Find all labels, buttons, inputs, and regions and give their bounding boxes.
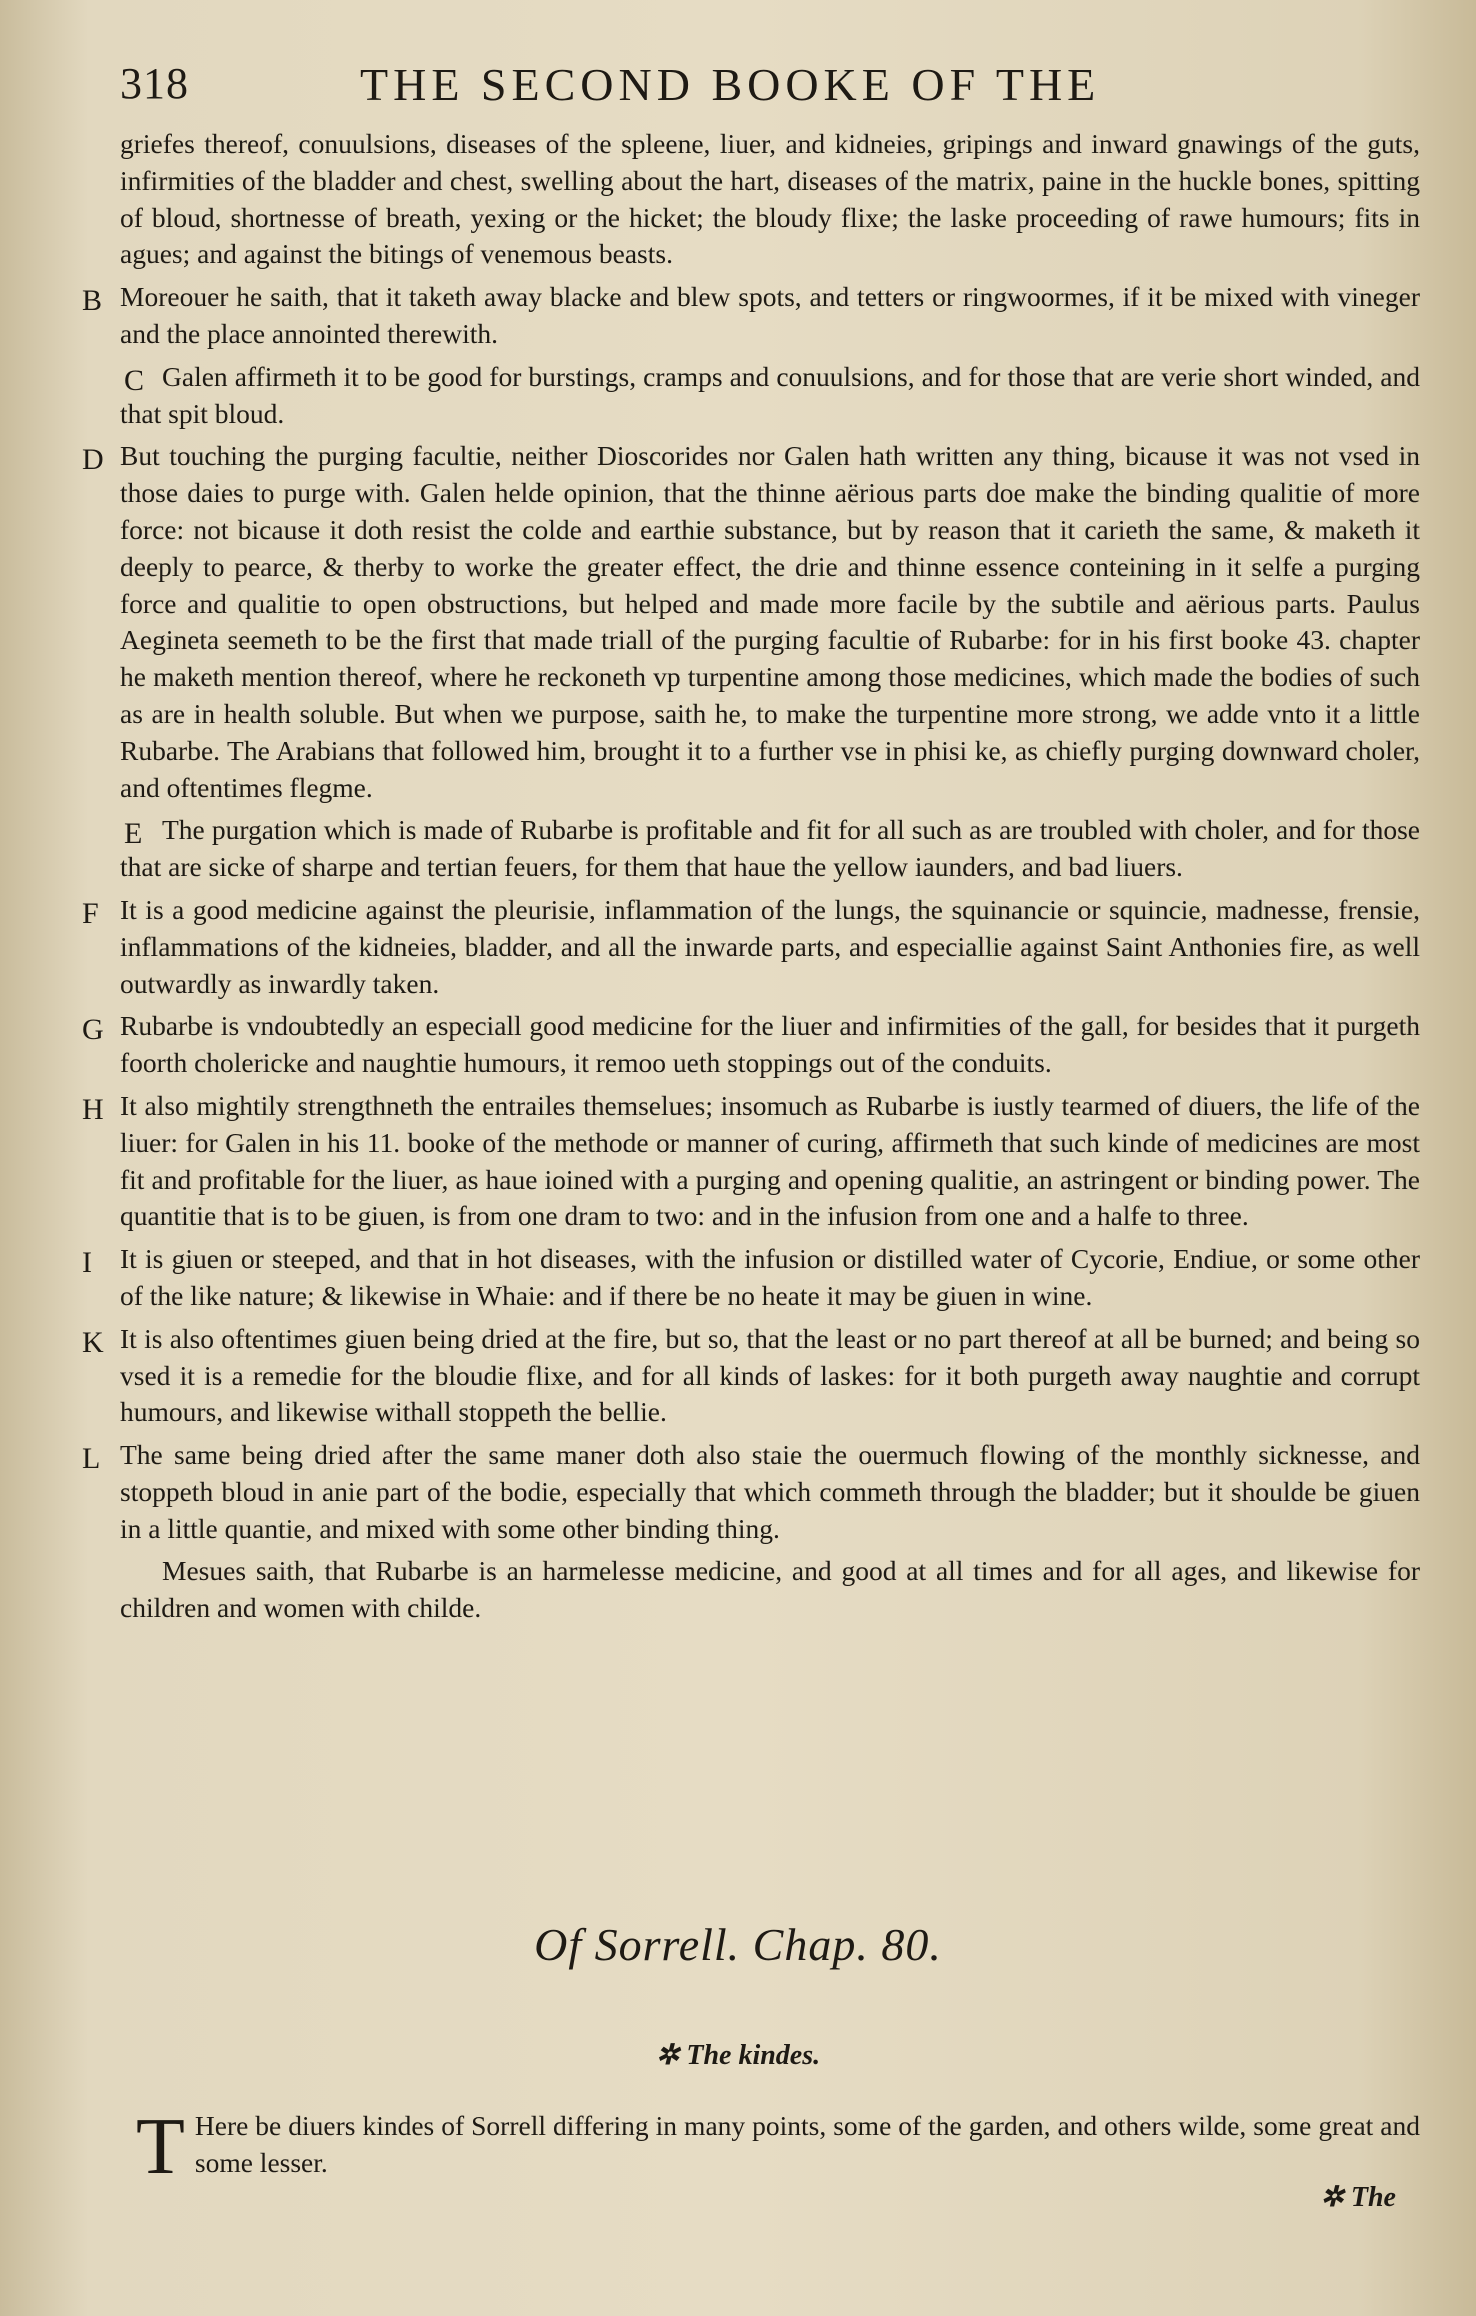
paragraph-text: Moreouer he saith, that it taketh away blacke and blew spots, and tetters or ringwoormes, if it be mixed with vineger and the place annointed therewith. xyxy=(120,281,1420,349)
paragraph-text: It is a good medicine against the pleurisie, inflammation of the lungs, the squinancie or squincie, madnesse, frensie, inflammations of the kidneies, bladder, and all the inwarde parts, and especiallie against Saint Anthonies fire, as well outwardly as inwardly taken. xyxy=(120,893,1420,999)
catchword: ✲ The xyxy=(1320,2182,1396,2213)
paragraph-g xyxy=(82,1008,1420,1082)
paragraph-text: But touching the purging facultie, neither Dioscorides nor Galen hath written any thing, bicause it was not vsed in those daies to purge with. Galen helde opinion, that the thinne aërious parts doe make the binding qualitie of more force: not bicause it doth resist the colde and earthie substance, but by reason that it carieth the same, & maketh it deeply to pearce, & therby to worke the greater effect, the drie and thinne essence conteining in it selfe a purging force and qualitie to open obstructions, but helped and made more facile by the subtile and aërious parts. Paulus Aegineta seemeth to be the first that made triall of the purging facultie of Rubarbe: for in his first booke 43. chapter he maketh mention thereof, where he reckoneth vp turpentine among those medicines, which made the bodies of such as are in health soluble. But when we purpose, saith he, to make the turpentine more strong, we adde vnto it a little Rubarbe. The Arabians that followed him, brought it to a further vse in phisi ke, as chiefly purging downward choler, and oftentimes flegme. xyxy=(120,440,1420,803)
body-text xyxy=(82,126,1420,1633)
paragraph-text: Here be diuers kindes of Sorrell differing in many points, some of the garden, and others wilde, some great and some lesser. xyxy=(194,2110,1420,2178)
margin-letter: G xyxy=(82,1013,104,1047)
margin-letter: K xyxy=(82,1325,104,1359)
paragraph-text: Mesues saith, that Rubarbe is an harmelesse medicine, and good at all times and for all ages, and likewise for children and women with childe. xyxy=(120,1555,1420,1624)
margin-letter: H xyxy=(82,1092,104,1126)
paragraph-l xyxy=(82,1437,1420,1547)
paragraph-text: It is giuen or steeped, and that in hot diseases, with the infusion or distilled water of Cycorie, Endiue, or some other of the like nature; & likewise in Whaie: and if there be no heate it may be giuen in wine. xyxy=(120,1243,1420,1311)
drop-cap: T xyxy=(136,2103,185,2191)
paragraph-text: The purgation which is made of Rubarbe is profitable and fit for all such as are troubled with choler, and for those that are sicke of sharpe and tertian feuers, for them that haue the yellow iaunders, and bad liuers. xyxy=(120,814,1420,883)
margin-letter: L xyxy=(82,1442,101,1476)
chapter-heading: Of Sorrell. Chap. 80. xyxy=(534,1919,942,1970)
paragraph-b xyxy=(82,279,1420,353)
paragraph-k xyxy=(82,1321,1420,1431)
paragraph-h xyxy=(82,1088,1420,1235)
paragraph-f xyxy=(82,892,1420,1002)
margin-letter: E xyxy=(124,817,143,851)
paragraph xyxy=(120,126,1420,273)
margin-letter: C xyxy=(124,363,145,397)
paragraph-c xyxy=(120,359,1420,433)
running-title: THE SECOND BOOKE OF THE xyxy=(360,59,1101,110)
page-number: 318 xyxy=(120,59,189,108)
paragraph-e xyxy=(120,812,1420,886)
paragraph-d xyxy=(82,438,1420,806)
paragraph-mesues xyxy=(120,1553,1420,1627)
section-heading: ✲ The kindes. xyxy=(655,2040,821,2071)
margin-letter: D xyxy=(82,443,104,477)
sorrell-paragraph xyxy=(136,2103,1420,2191)
margin-letter: B xyxy=(82,284,103,318)
running-head xyxy=(120,58,1430,128)
paragraph-text: It is also oftentimes giuen being dried at the fire, but so, that the least or no part thereof at all be burned; and being so vsed it is a remedie for the bloudie flixe, and for all kinds of laskes: for it both purgeth away naughtie and corrupt humours, and likewise withall stoppeth the bellie. xyxy=(120,1322,1420,1428)
paragraph-text: It also mightily strengthneth the entrailes themselues; insomuch as Rubarbe is iustly tearmed of diuers, the life of the liuer: for Galen in his 11. booke of the methode or manner of curing, affirmeth that such kinde of medicines are most fit and profitable for the liuer, as haue ioined with a purging and opening qualitie, an astringent or binding power. The quantitie that is to be giuen, is from one dram to two: and in the infusion from one and a halfe to three. xyxy=(120,1089,1420,1232)
paragraph-text: The same being dried after the same maner doth also staie the ouermuch flowing of the monthly sicknesse, and stoppeth bloud in anie part of the bodie, especially that which commeth through the bladder; but it shoulde be giuen in a little quantie, and mixed with some other binding thing. xyxy=(120,1439,1420,1544)
paragraph-text: Rubarbe is vndoubtedly an especiall good medicine for the liuer and infirmities of the gall, for besides that it purgeth foorth cholericke and naughtie humours, it remoo ueth stoppings out of the conduits. xyxy=(120,1010,1420,1079)
margin-letter: I xyxy=(82,1246,92,1280)
margin-letter: F xyxy=(82,896,99,930)
paragraph-text: griefes thereof, conuulsions, diseases of the spleene, liuer, and kidneies, gripings and inward gnawings of the guts, infirmities of the bladder and chest, swelling about the hart, diseases of the matrix, paine in the huckle bones, spitting of bloud, shortnesse of breath, yexing or the hicket; the bloudy flixe; the laske proceeding of rawe humours; fits in agues; and against the bitings of venemous beasts. xyxy=(120,128,1420,270)
paragraph-text: Galen affirmeth it to be good for burstings, cramps and conuulsions, and for those that are verie short winded, and that spit bloud. xyxy=(120,360,1420,429)
paragraph-i xyxy=(82,1241,1420,1315)
